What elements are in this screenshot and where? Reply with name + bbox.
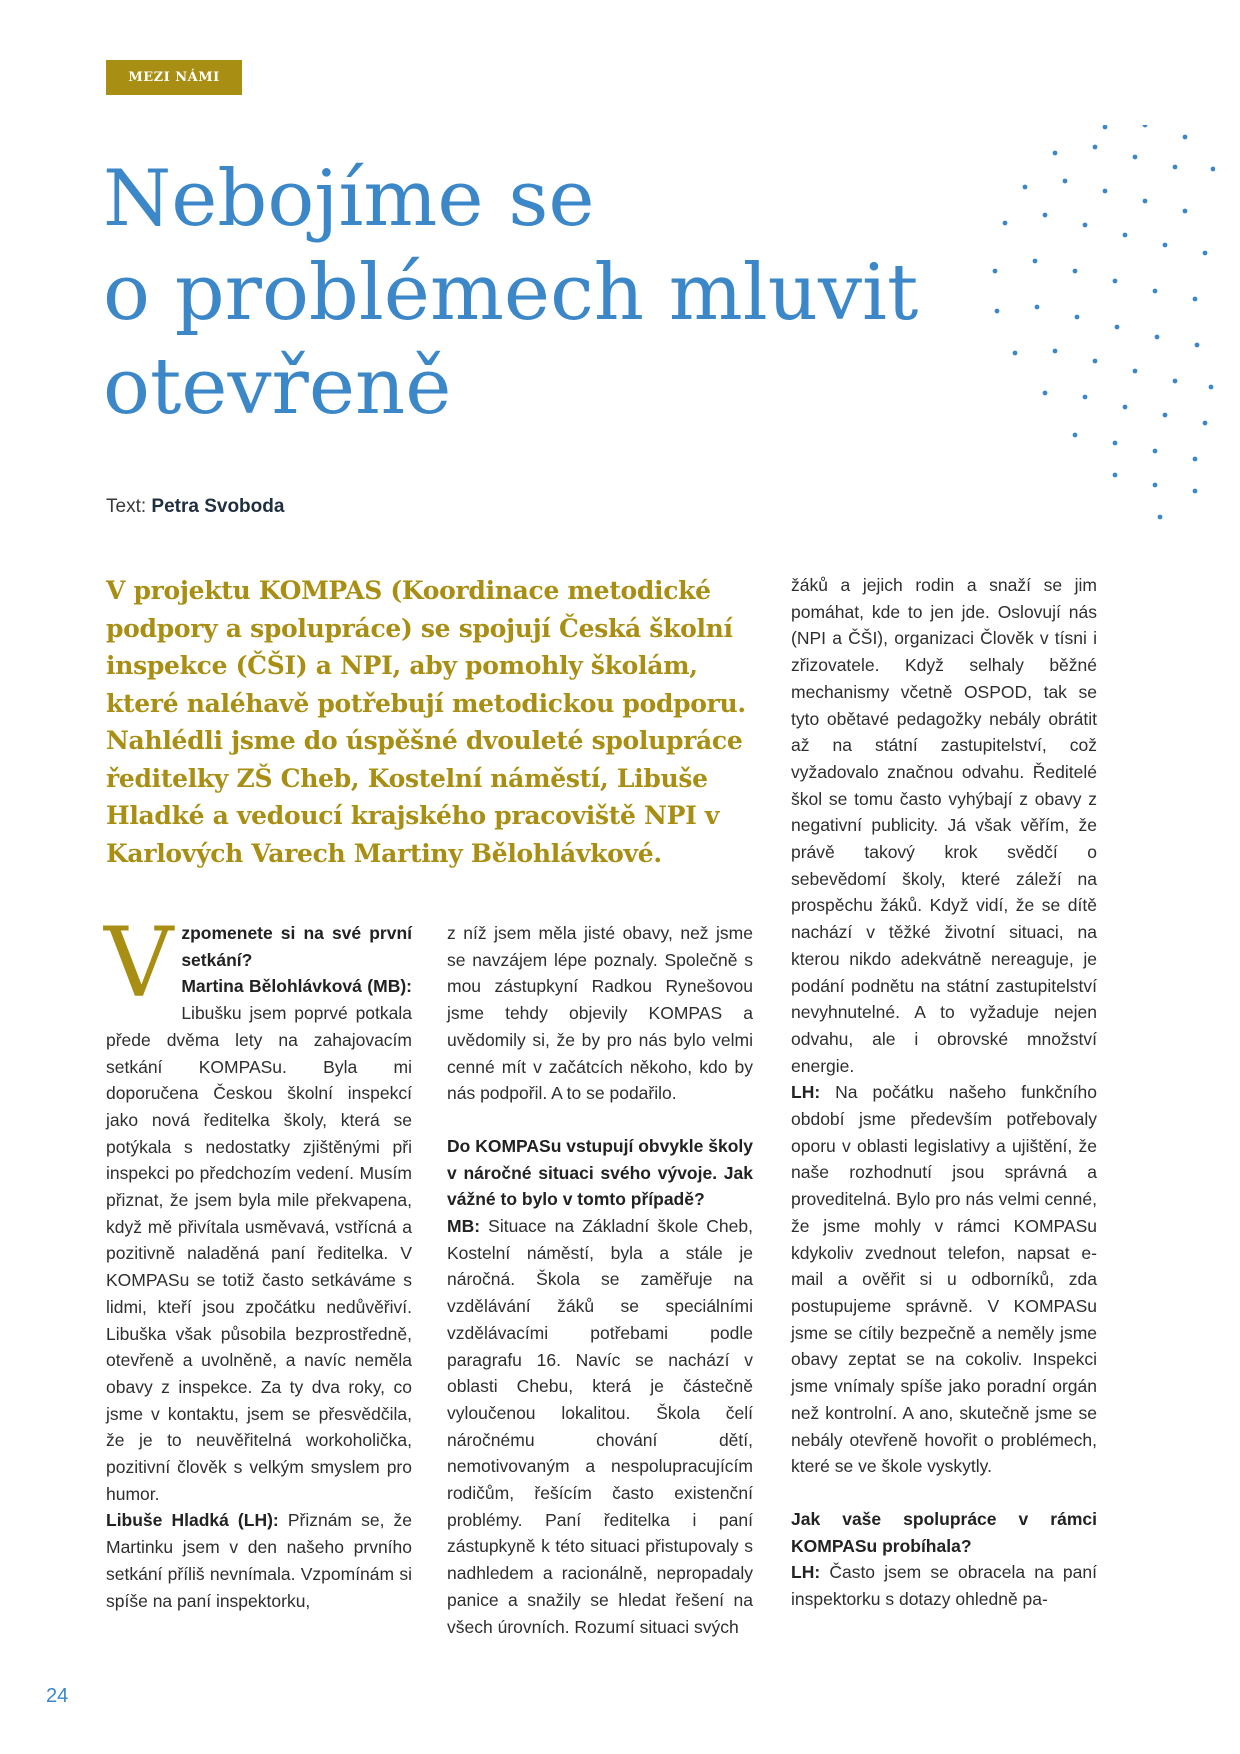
decorative-dot [1073,269,1078,274]
decorative-dot [1073,433,1078,438]
decorative-dot [1053,151,1058,156]
question-3: Jak vaše spolupráce v rámci KOMPASu probíhala? [791,1508,1097,1556]
byline-author: Petra Svoboda [151,496,285,517]
decorative-dot [1113,473,1118,478]
answer-mb-2: Situace na Základní škole Cheb, Kostelní náměstí, byla a stále je náročná. Škola se zaměřuje na vzdělávání žáků se speciálními vzdělávacími potřebami podle paragrafu 16. Navíc se nachází v oblasti Chebu, která je částečně vyloučenou lokalitou. Škola čelí náročnému chování dětí, nemotivovaným a nespolupracujícím rodičům, řešícím často existenční problémy. Paní ředitelka i paní zástupkyně k této situaci přistupovaly s nadhledem a racionálně, nepropadaly panice a snažily se hledat řešení na všech úrovních. Rozumí situaci svých [447,1216,753,1637]
decorative-dot [1153,289,1158,294]
decorative-dot [1173,165,1178,170]
decorative-dot [1195,343,1200,348]
decorative-dot [1053,349,1058,354]
byline-prefix: Text: [106,496,147,517]
byline [106,496,284,518]
decorative-dot [1023,185,1028,190]
decorative-dot [1103,189,1108,194]
page-number: 24 [46,1685,69,1707]
decorative-dot [995,309,1000,314]
answer-lh-2: Na počátku našeho funkčního období jsme především potřebovaly oporu v oblasti legislativy a ujištění, že naše rozhodnutí jsou správná a proveditelná. Bylo pro nás velmi cenné, že jsme mohly v rámci KOMPASu kdykoliv zvednout telefon, napsat e-mail a ověřit si u odborníků, zda postupujeme správně. V KOMPASu jsme se cítily bezpečně a neměly jsme obavy zeptat se na cokoliv. Inspekci jsme vnímaly spíše jako poradní orgán než kontrolní. A ano, skutečně jsme se nebály otevřeně hovořit o problémech, které se ve škole vyskytly. [791,1082,1097,1477]
decorative-dot [1155,335,1160,340]
decorative-dot [1193,489,1198,494]
decorative-dot [1123,405,1128,410]
decorative-dot [1043,213,1048,218]
decorative-dot [1173,379,1178,384]
column-3 [791,572,1097,1613]
decorative-dot [1143,199,1148,204]
answer-lh-1-continued: z níž jsem měla jisté obavy, než jsme se navzájem lépe poznaly. Společně s mou zástupkyní Radkou Rynešovou jsme tehdy objevily KOMPAS a uvědomily si, že by pro nás bylo velmi cenné mít v začátcích někoho, kdo by nás podpořil. A to se podařilo. [447,923,753,1104]
answer-mb-1: Libušku jsem poprvé potkala přede dvěma lety na zahajovacím setkání KOMPASu. Byla mi doporučena Českou školní inspekcí jako nová ředitelka školy, která se potýkala s nedostatky zjištěnými při inspekci po předchozím vedení. Musím přiznat, že jsem byla mile překvapena, když mě přivítala usměvavá, vstřícná a pozitivně naladěná paní ředitelka. V KOMPASu se totiž často setkáváme s lidmi, kteří jsou zpočátku nedůvěřiví. Libuška však působila bezprostředně, otevřeně a uvolněně, a navíc neměla obavy z inspekce. Za ty dva roky, co jsme v kontaktu, jsem se přesvědčila, že je to neuvěřitelná workoholička, pozitivní člověk s velkým smyslem pro humor. [106,1003,412,1504]
speaker-mb-2: MB: [447,1216,481,1237]
decorative-dot [1133,155,1138,160]
decorative-dot [1103,125,1108,129]
decorative-dot [1093,145,1098,150]
speaker-lh-2: LH: [791,1082,821,1103]
title-line-3: otevřeně [103,342,452,432]
question-2: Do KOMPASu vstupují obvykle školy v náročné situaci svého vývoje. Jak vážné to bylo v tomto případě? [447,1135,753,1210]
question-1: zpomenete si na své první setkání? [181,923,412,970]
title-line-2: o problémech mluvit [103,248,919,338]
speaker-lh: Libuše Hladká (LH): [106,1510,279,1531]
decorative-dot [1083,223,1088,228]
decorative-dot [1143,125,1148,127]
decorative-dot [1123,233,1128,238]
decorative-dot [1211,167,1215,172]
decorative-dot [1093,359,1098,364]
speaker-lh-3: LH: [791,1562,821,1583]
speaker-mb: Martina Bělohlávková (MB): [181,976,412,997]
decorative-dot [1193,297,1198,302]
decorative-dot [1113,279,1118,284]
decorative-dot [1133,369,1138,374]
decorative-dot [1003,221,1008,226]
decorative-dot [1115,325,1120,330]
decorative-dot [1163,243,1168,248]
answer-lh-1: Přiznám se, že Martinku jsem v den našeho prvního setkání příliš nevnímala. Vzpomínám si spíše na paní inspektorku, [106,1510,412,1611]
decorative-dot [1193,457,1198,462]
drop-cap: V [104,907,174,1019]
decorative-dot [1183,135,1188,140]
decorative-dot [1153,483,1158,488]
column-2 [447,920,753,1640]
decorative-dot [1013,351,1018,356]
decorative-dot [1203,251,1208,256]
section-badge: MEZI NÁMI [106,60,242,95]
decorative-dot [1203,421,1208,426]
decorative-dot [1033,259,1038,264]
column-1 [104,907,412,1614]
decorative-dot [1063,179,1068,184]
answer-lh-3: Často jsem se obracela na paní inspektorku s dotazy ohledně pa- [791,1562,1097,1610]
decorative-dot [993,269,998,274]
decorative-dot [1153,449,1158,454]
title-line-1: Nebojíme se [103,154,595,244]
decorative-dot [1163,413,1168,418]
decorative-dot [1158,515,1163,520]
decorative-dot [1075,315,1080,320]
decorative-dot [1083,395,1088,400]
decorative-dot [1043,391,1048,396]
article-title [103,152,963,434]
lead-paragraph: V projektu KOMPAS (Koordinace metodické podpory a spolupráce) se spojují Česká školní inspekce (ČŠI) a NPI, aby pomohly školám, které naléhavě potřebují metodickou podporu. Nahlédli jsme do úspěšné dvouleté spolupráce ředitelky ZŠ Cheb, Kostelní náměstí, Libuše Hladké a vedoucí krajského pracoviště NPI v Karlových Varech Martiny Bělohlávkové. [106,576,746,868]
decorative-dot [1183,209,1188,214]
decorative-dot [1209,385,1214,390]
answer-mb-2-continued: žáků a jejich rodin a snaží se jim pomáhat, kde to jen jde. Oslovují nás (NPI a ČŠI), organizaci Člověk v tísni i zřizovatele. Když selhaly běžné mechanismy včetně OSPOD, tak se tyto obětavé pedagožky nebály obrátit až na státní zastupitelství, což vyžadovalo značnou odvahu. Ředitelé škol se tomu často vyhýbají z obavy z negativní publicity. Já však věřím, že právě takový krok svědčí o sebevědomí školy, které záleží na prospěchu žáků. Když vidí, že se dítě nachází v těžké životní situaci, na kterou nikdo adekvátně nereaguje, je podání podnětu na státní zastupitelství nevyhnutelné. A to vyžaduje nejen odvahu, ale i obrovské množství energie. [791,575,1097,1076]
decorative-dot-pattern [985,125,1215,530]
decorative-dot [1035,305,1040,310]
decorative-dot [1113,441,1118,446]
